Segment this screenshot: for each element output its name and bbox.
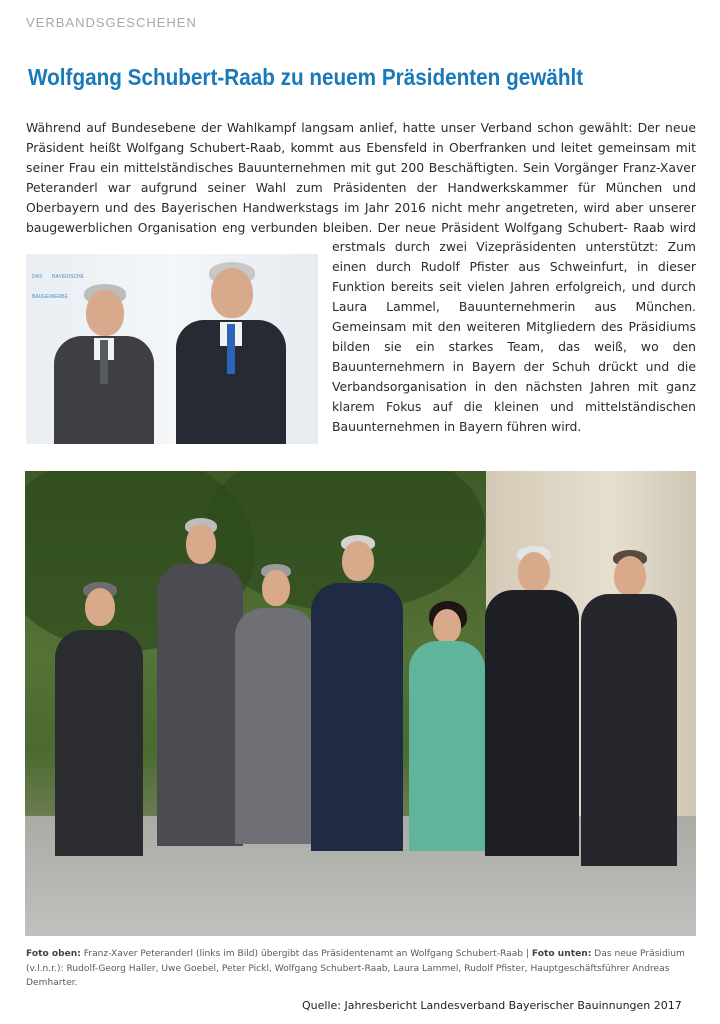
article-body (26, 118, 696, 450)
caption-label-bottom: Foto unten: (531, 949, 592, 959)
person-goebel (157, 488, 243, 846)
person-haller (55, 526, 143, 856)
person-lammel (409, 531, 485, 851)
caption-text-top: Franz-Xaver Peteranderl (links im Bild) übergibt das Präsidentenamt an Wolfgang Schubert-Raab | (80, 949, 532, 959)
article-paragraph-part2: Raab wird erstmals durch zwei Vizepräsidenten unterstützt: Zum einen durch Rudolf Pfister aus Schweinfurt, in dieser Funktion bereits seit vielen Jahren erfolgreich, und durch Laura Lammel, Bauunternehmerin aus München. Gemeinsam mit den weiteren Mitgliedern des Präsidiums bilden sie ein starkes Team, das weiß, wo den Bauunternehmern in Bayern der Schuh drückt und die Verbandsorganisation in den nächsten Jahren mit ganz klarem Fokus auf die kleinen und mittelständischen Bauunternehmen in Bayern führen wird. (332, 219, 696, 434)
source-note: Quelle: Jahresbericht Landesverband Bayerischer Bauinnungen 2017 (302, 999, 682, 1012)
photo-caption (26, 947, 698, 991)
caption-label-top: Foto oben: (26, 949, 81, 959)
article-headline: Wolfgang Schubert-Raab zu neuem Präsidenten gewählt (28, 64, 584, 90)
person-peteranderl (54, 284, 154, 444)
caption-text-bottom: Das neue Präsidium (v.l.n.r.): Rudolf-Georg Haller, Uwe Goebel, Peter Pickl, Wolfgang Schubert-Raab, Laura Lammel, Rudolf Pfister, Hauptgeschäftsführer Andreas Demharter. (26, 949, 685, 988)
photo-top-container (26, 254, 318, 450)
photo-bottom-group (25, 471, 696, 936)
photo-top (26, 254, 318, 444)
person-schubert-raab-group (311, 499, 403, 851)
person-demharter (581, 496, 677, 866)
backdrop-logo-text: DAS BAYERISCHE BAUGEWERBE (32, 274, 84, 301)
section-label: VERBANDSGESCHEHEN (26, 15, 197, 30)
person-schubert-raab (176, 262, 286, 444)
person-pfister (485, 500, 579, 856)
person-pickl (235, 514, 315, 844)
article-paragraph-part1: Während auf Bundesebene der Wahlkampf langsam anlief, hatte unser Verband schon gewählt: Der neue Präsident heißt Wolfgang Schubert-Raab, kommt aus Ebensfeld in Oberfranken und leitet gemeinsam mit seiner Frau ein mittelständisches Bauunternehmen mit gut 200 Beschäftigten. Sein Vorgänger Franz-Xaver Peteranderl war aufgrund seiner Wahl zum Präsidenten der Handwerkskammer für München und Oberbayern und des Bayerischen Handwerkstags im Jahr 2016 nicht mehr angetreten, wird aber unserer baugewerblichen Organisation eng verbunden bleiben. Der neue Präsident Wolfgang Schubert- (26, 120, 696, 235)
